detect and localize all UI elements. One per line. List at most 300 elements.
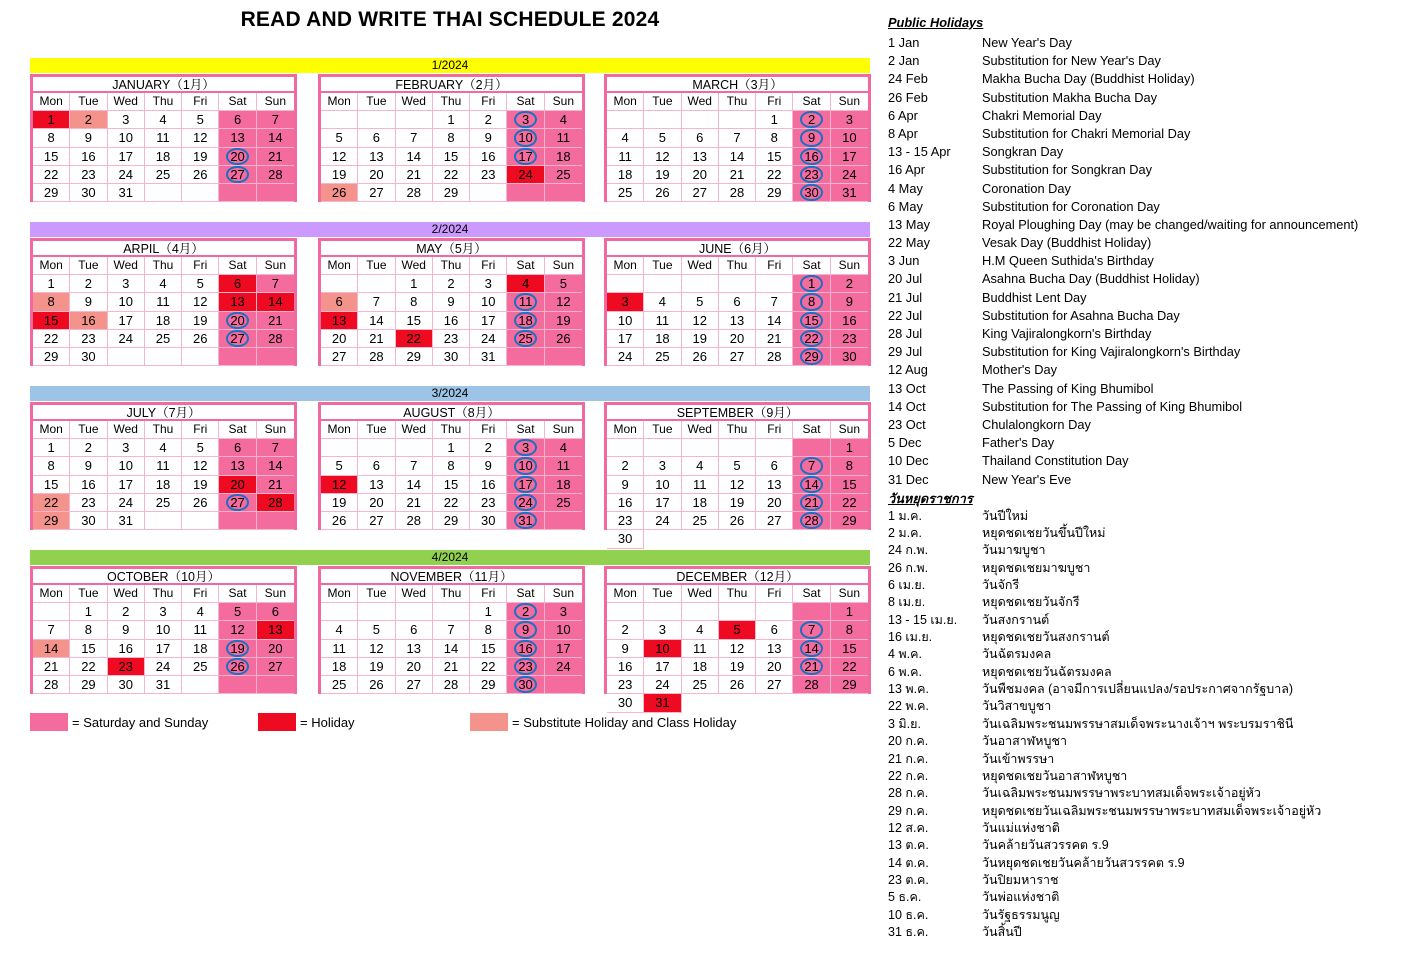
day-cell: 10 (831, 129, 868, 147)
empty-cell (719, 603, 756, 621)
day-cell: 7 (756, 293, 793, 311)
holiday-date: 20 Jul (888, 271, 923, 287)
day-cell: 1 (33, 439, 70, 457)
day-cell: 25 (145, 166, 182, 184)
holiday-name: วันปีใหม่ (982, 508, 1029, 523)
holiday-date: 6 Apr (888, 107, 918, 123)
day-cell: 13 (756, 640, 793, 658)
day-cell: 18 (321, 658, 358, 676)
day-cell: 25 (545, 166, 582, 184)
day-cell: 17 (145, 640, 182, 658)
day-cell: 4 (182, 603, 219, 621)
day-cell: 27 (257, 658, 294, 676)
day-cell: 3 (545, 603, 582, 621)
day-cell: 19 (219, 640, 256, 658)
legend-label: = Saturday and Sunday (72, 715, 209, 730)
thai-holiday-row (888, 716, 1398, 733)
thai-holiday-row (888, 577, 1398, 594)
weekday-header: Tue (70, 421, 107, 439)
holiday-name: วันเข้าพรรษา (982, 751, 1055, 766)
holiday-date: 28 ก.ค. (888, 786, 929, 801)
day-cell: 25 (145, 330, 182, 348)
holiday-name: วันฉัตรมงคล (982, 647, 1052, 662)
day-cell: 11 (145, 457, 182, 475)
day-cell: 15 (70, 640, 107, 658)
day-cell: 28 (396, 184, 433, 202)
weekday-header: Thu (433, 93, 470, 111)
empty-cell (219, 676, 256, 694)
day-cell: 29 (831, 676, 868, 694)
holiday-date: 13 Oct (888, 380, 926, 396)
day-cell: 15 (33, 148, 70, 166)
holiday-date: 3 Jun (888, 253, 920, 269)
day-cell: 16 (507, 640, 544, 658)
day-cell: 13 (219, 457, 256, 475)
holiday-name: วันวิสาขบูชา (982, 699, 1052, 714)
day-cell: 1 (470, 603, 507, 621)
day-cell: 8 (756, 129, 793, 147)
holiday-name: Vesak Day (Buddhist Holiday) (982, 235, 1152, 251)
holiday-name: Substitution for Asahna Bucha Day (982, 307, 1180, 323)
day-cell: 16 (607, 494, 644, 512)
day-cell: 1 (33, 111, 70, 129)
weekday-header: Wed (682, 257, 719, 275)
day-cell: 28 (793, 512, 830, 530)
day-cell: 15 (433, 476, 470, 494)
weekday-header: Wed (108, 93, 145, 111)
day-cell: 23 (507, 658, 544, 676)
day-cell: 13 (396, 640, 433, 658)
empty-cell (358, 275, 395, 293)
holiday-date: 8 Apr (888, 125, 918, 141)
holiday-date: 5 Dec (888, 435, 922, 451)
day-cell: 26 (219, 658, 256, 676)
day-cell: 21 (793, 658, 830, 676)
month-calendar (318, 566, 585, 694)
day-cell: 6 (219, 275, 256, 293)
day-cell: 13 (358, 476, 395, 494)
empty-cell (358, 603, 395, 621)
empty-cell (644, 111, 681, 129)
day-cell: 3 (108, 439, 145, 457)
day-cell: 5 (545, 275, 582, 293)
empty-cell (644, 603, 681, 621)
day-cell: 21 (358, 330, 395, 348)
day-cell: 12 (682, 312, 719, 330)
thai-holiday-row (888, 872, 1398, 889)
holiday-date: 24 ก.พ. (888, 543, 929, 558)
day-cell: 12 (219, 621, 256, 639)
public-holiday-row (888, 398, 1398, 416)
day-cell: 8 (470, 621, 507, 639)
public-holiday-row (888, 180, 1398, 198)
weekday-header: Sat (507, 421, 544, 439)
day-cell: 8 (793, 293, 830, 311)
weekday-header: Sat (219, 93, 256, 111)
weekday-header: Sun (545, 93, 582, 111)
day-cell: 23 (607, 676, 644, 694)
holiday-name: วันรัฐธรรมนูญ (982, 907, 1060, 922)
holiday-name: Substitution for Coronation Day (982, 198, 1160, 214)
day-cell: 6 (321, 293, 358, 311)
weekday-header: Fri (756, 585, 793, 603)
month-calendar (30, 566, 297, 694)
holiday-date: 23 ต.ค. (888, 872, 929, 887)
day-cell: 24 (607, 348, 644, 366)
day-cell: 9 (70, 293, 107, 311)
holiday-date: 22 ก.ค. (888, 768, 929, 783)
holiday-date: 13 - 15 Apr (888, 144, 951, 160)
day-cell: 29 (33, 512, 70, 530)
month-calendar (318, 402, 585, 530)
day-cell: 14 (433, 640, 470, 658)
day-cell: 12 (182, 293, 219, 311)
day-cell: 5 (719, 621, 756, 639)
day-cell: 17 (470, 312, 507, 330)
day-cell: 20 (219, 148, 256, 166)
day-cell: 5 (321, 457, 358, 475)
day-cell: 16 (793, 148, 830, 166)
public-holiday-row (888, 107, 1398, 125)
day-cell: 12 (321, 476, 358, 494)
month-name: OCTOBER（10月） (33, 569, 294, 585)
empty-cell (507, 348, 544, 366)
day-cell: 24 (507, 166, 544, 184)
empty-cell (644, 275, 681, 293)
day-cell: 2 (108, 603, 145, 621)
day-cell: 9 (433, 293, 470, 311)
day-cell: 23 (70, 494, 107, 512)
month-name: FEBRUARY（2月） (321, 77, 582, 93)
weekday-header: Fri (756, 421, 793, 439)
public-holiday-row (888, 216, 1398, 234)
public-holidays-heading: Public Holidays (888, 15, 984, 30)
holiday-name: หยุดชดเชยวันจักรี (982, 595, 1080, 610)
holiday-name: วันสิ้นปี (982, 924, 1022, 939)
day-cell: 11 (507, 293, 544, 311)
day-cell: 6 (219, 439, 256, 457)
day-cell: 26 (321, 512, 358, 530)
holiday-name: Chakri Memorial Day (982, 107, 1102, 123)
day-cell: 10 (607, 312, 644, 330)
day-cell: 6 (358, 457, 395, 475)
public-holiday-row (888, 52, 1398, 70)
holiday-name: หยุดชดเชยวันสงกรานต์ (982, 630, 1110, 645)
day-cell: 3 (108, 111, 145, 129)
day-cell: 20 (682, 166, 719, 184)
holiday-name: หยุดชดเชยวันฉัตรมงคล (982, 664, 1112, 679)
empty-cell (257, 512, 294, 530)
day-cell: 3 (470, 275, 507, 293)
holiday-name: วันอาสาฬหบูชา (982, 734, 1067, 749)
weekday-header: Fri (182, 257, 219, 275)
holiday-date: 31 ธ.ค. (888, 924, 929, 939)
thai-holiday-row (888, 525, 1398, 542)
public-holiday-row (888, 361, 1398, 379)
weekday-header: Tue (70, 585, 107, 603)
month-name: MAY（5月） (321, 241, 582, 257)
day-cell: 10 (507, 457, 544, 475)
day-cell: 6 (719, 293, 756, 311)
weekday-header: Sat (219, 421, 256, 439)
empty-cell (108, 348, 145, 366)
day-cell: 1 (793, 275, 830, 293)
weekday-header: Wed (682, 93, 719, 111)
day-cell: 15 (831, 476, 868, 494)
empty-cell (756, 603, 793, 621)
public-holiday-row (888, 307, 1398, 325)
weekday-header: Thu (433, 257, 470, 275)
day-cell: 18 (145, 476, 182, 494)
weekday-header: Sun (257, 93, 294, 111)
day-cell: 5 (182, 439, 219, 457)
legend-swatch (470, 713, 508, 731)
day-cell: 8 (433, 457, 470, 475)
day-cell: 30 (607, 694, 644, 712)
weekday-header: Thu (145, 421, 182, 439)
holiday-name: Substitution for New Year's Day (982, 53, 1161, 69)
weekday-header: Tue (644, 257, 681, 275)
day-cell: 7 (257, 275, 294, 293)
holiday-date: 23 Oct (888, 416, 926, 432)
day-cell: 1 (396, 275, 433, 293)
weekday-header: Thu (719, 93, 756, 111)
day-cell: 8 (33, 129, 70, 147)
holiday-date: 24 Feb (888, 71, 928, 87)
holiday-date: 14 ต.ค. (888, 855, 929, 870)
weekday-header: Fri (182, 421, 219, 439)
holiday-date: 13 - 15 เม.ย. (888, 612, 958, 627)
day-cell: 20 (358, 494, 395, 512)
day-cell: 16 (433, 312, 470, 330)
weekday-header: Fri (756, 93, 793, 111)
holiday-date: 12 Aug (888, 362, 928, 378)
empty-cell (321, 111, 358, 129)
day-cell: 19 (358, 658, 395, 676)
day-cell: 7 (719, 129, 756, 147)
day-cell: 30 (70, 512, 107, 530)
weekday-header: Mon (321, 421, 358, 439)
day-cell: 11 (607, 148, 644, 166)
day-cell: 27 (358, 512, 395, 530)
day-cell: 19 (719, 494, 756, 512)
weekday-header: Tue (70, 93, 107, 111)
day-cell: 2 (70, 275, 107, 293)
day-cell: 19 (321, 166, 358, 184)
day-cell: 4 (145, 439, 182, 457)
holiday-date: 4 May (888, 180, 923, 196)
day-cell: 22 (33, 166, 70, 184)
day-cell: 12 (321, 148, 358, 166)
weekday-header: Sun (545, 257, 582, 275)
day-cell: 13 (219, 129, 256, 147)
day-cell: 19 (182, 312, 219, 330)
day-cell: 19 (682, 330, 719, 348)
thai-holiday-row (888, 629, 1398, 646)
day-cell: 31 (644, 694, 681, 712)
day-cell: 4 (682, 621, 719, 639)
day-cell: 22 (793, 330, 830, 348)
day-cell: 2 (70, 439, 107, 457)
day-cell: 27 (756, 512, 793, 530)
day-cell: 26 (682, 348, 719, 366)
day-cell: 30 (793, 184, 830, 202)
public-holiday-row (888, 452, 1398, 470)
empty-cell (182, 184, 219, 202)
day-cell: 22 (33, 330, 70, 348)
empty-cell (219, 348, 256, 366)
empty-cell (257, 676, 294, 694)
day-cell: 25 (607, 184, 644, 202)
day-cell: 10 (644, 640, 681, 658)
day-cell: 17 (108, 476, 145, 494)
day-cell: 31 (108, 184, 145, 202)
public-holiday-row (888, 70, 1398, 88)
day-cell: 20 (756, 494, 793, 512)
day-cell: 31 (507, 512, 544, 530)
day-cell: 9 (108, 621, 145, 639)
holiday-name: วันหยุดชดเชยวันคล้ายวันสวรรคต ร.9 (982, 855, 1185, 870)
thai-holiday-row (888, 751, 1398, 768)
day-cell: 15 (396, 312, 433, 330)
holiday-name: วันพ่อแห่งชาติ (982, 890, 1060, 905)
day-cell: 12 (644, 148, 681, 166)
day-cell: 12 (358, 640, 395, 658)
day-cell: 27 (396, 676, 433, 694)
weekday-header: Wed (396, 585, 433, 603)
day-cell: 3 (145, 603, 182, 621)
thai-holiday-row (888, 837, 1398, 854)
holiday-date: 20 ก.ค. (888, 734, 929, 749)
day-cell: 6 (756, 457, 793, 475)
thai-holiday-row (888, 508, 1398, 525)
thai-holiday-row (888, 664, 1398, 681)
thai-holiday-row (888, 542, 1398, 559)
day-cell: 28 (358, 348, 395, 366)
day-cell: 15 (33, 312, 70, 330)
month-name: JUNE（6月） (607, 241, 868, 257)
weekday-header: Wed (396, 257, 433, 275)
weekday-header: Sat (219, 585, 256, 603)
public-holiday-row (888, 161, 1398, 179)
day-cell: 6 (682, 129, 719, 147)
thai-holiday-row (888, 681, 1398, 698)
day-cell: 21 (257, 476, 294, 494)
public-holiday-row (888, 234, 1398, 252)
weekday-header: Mon (321, 257, 358, 275)
day-cell: 5 (682, 293, 719, 311)
day-cell: 12 (545, 293, 582, 311)
day-cell: 14 (756, 312, 793, 330)
day-cell: 17 (644, 494, 681, 512)
empty-cell (396, 111, 433, 129)
legend-label: = Substitute Holiday and Class Holiday (512, 715, 737, 730)
day-cell: 30 (70, 348, 107, 366)
day-cell: 20 (321, 330, 358, 348)
weekday-header: Mon (607, 585, 644, 603)
day-cell: 26 (182, 330, 219, 348)
day-cell: 29 (433, 184, 470, 202)
day-cell: 17 (607, 330, 644, 348)
weekday-header: Mon (33, 421, 70, 439)
holiday-date: 10 ธ.ค. (888, 907, 929, 922)
day-cell: 7 (396, 129, 433, 147)
day-cell: 30 (433, 348, 470, 366)
holiday-name: The Passing of King Bhumibol (982, 380, 1154, 396)
holiday-name: หยุดชดเชยวันอาสาฬหบูชา (982, 768, 1128, 783)
thai-holiday-row (888, 768, 1398, 785)
empty-cell (219, 512, 256, 530)
month-calendar (30, 402, 297, 530)
day-cell: 28 (433, 676, 470, 694)
day-cell: 10 (644, 476, 681, 494)
month-name: JULY（7月） (33, 405, 294, 421)
empty-cell (607, 439, 644, 457)
day-cell: 3 (607, 293, 644, 311)
public-holiday-row (888, 471, 1398, 489)
holiday-date: 6 เม.ย. (888, 578, 926, 593)
day-cell: 2 (470, 111, 507, 129)
holiday-name: Royal Ploughing Day (may be changed/waiting for announcement) (982, 216, 1359, 232)
day-cell: 6 (756, 621, 793, 639)
day-cell: 10 (507, 129, 544, 147)
public-holiday-row (888, 289, 1398, 307)
weekday-header: Sat (793, 93, 830, 111)
holiday-name: H.M Queen Suthida's Birthday (982, 253, 1154, 269)
day-cell: 16 (70, 148, 107, 166)
day-cell: 18 (145, 312, 182, 330)
empty-cell (545, 348, 582, 366)
day-cell: 25 (507, 330, 544, 348)
weekday-header: Mon (33, 585, 70, 603)
weekday-header: Sun (257, 257, 294, 275)
day-cell: 9 (831, 293, 868, 311)
day-cell: 14 (257, 129, 294, 147)
weekday-header: Mon (321, 93, 358, 111)
day-cell: 17 (831, 148, 868, 166)
day-cell: 9 (470, 457, 507, 475)
day-cell: 21 (756, 330, 793, 348)
empty-cell (470, 184, 507, 202)
day-cell: 29 (33, 184, 70, 202)
empty-cell (396, 439, 433, 457)
holiday-date: 3 มิ.ย. (888, 716, 921, 731)
public-holiday-row (888, 252, 1398, 270)
weekday-header: Tue (358, 257, 395, 275)
thai-holiday-row (888, 803, 1398, 820)
thai-holidays-heading: วันหยุดราชการ (888, 490, 973, 506)
day-cell: 9 (507, 621, 544, 639)
holiday-name: วันแม่แห่งชาติ (982, 820, 1060, 835)
day-cell: 17 (108, 312, 145, 330)
holiday-date: 22 May (888, 235, 930, 251)
holiday-name: Songkran Day (982, 144, 1064, 160)
day-cell: 16 (70, 476, 107, 494)
day-cell: 18 (545, 476, 582, 494)
day-cell: 13 (257, 621, 294, 639)
empty-cell (145, 184, 182, 202)
day-cell: 23 (433, 330, 470, 348)
weekday-header: Sat (507, 257, 544, 275)
day-cell: 1 (831, 439, 868, 457)
weekday-header: Mon (607, 257, 644, 275)
day-cell: 14 (396, 148, 433, 166)
day-cell: 19 (182, 148, 219, 166)
thai-holiday-row (888, 820, 1398, 837)
day-cell: 16 (108, 640, 145, 658)
empty-cell (433, 603, 470, 621)
public-holiday-row (888, 125, 1398, 143)
